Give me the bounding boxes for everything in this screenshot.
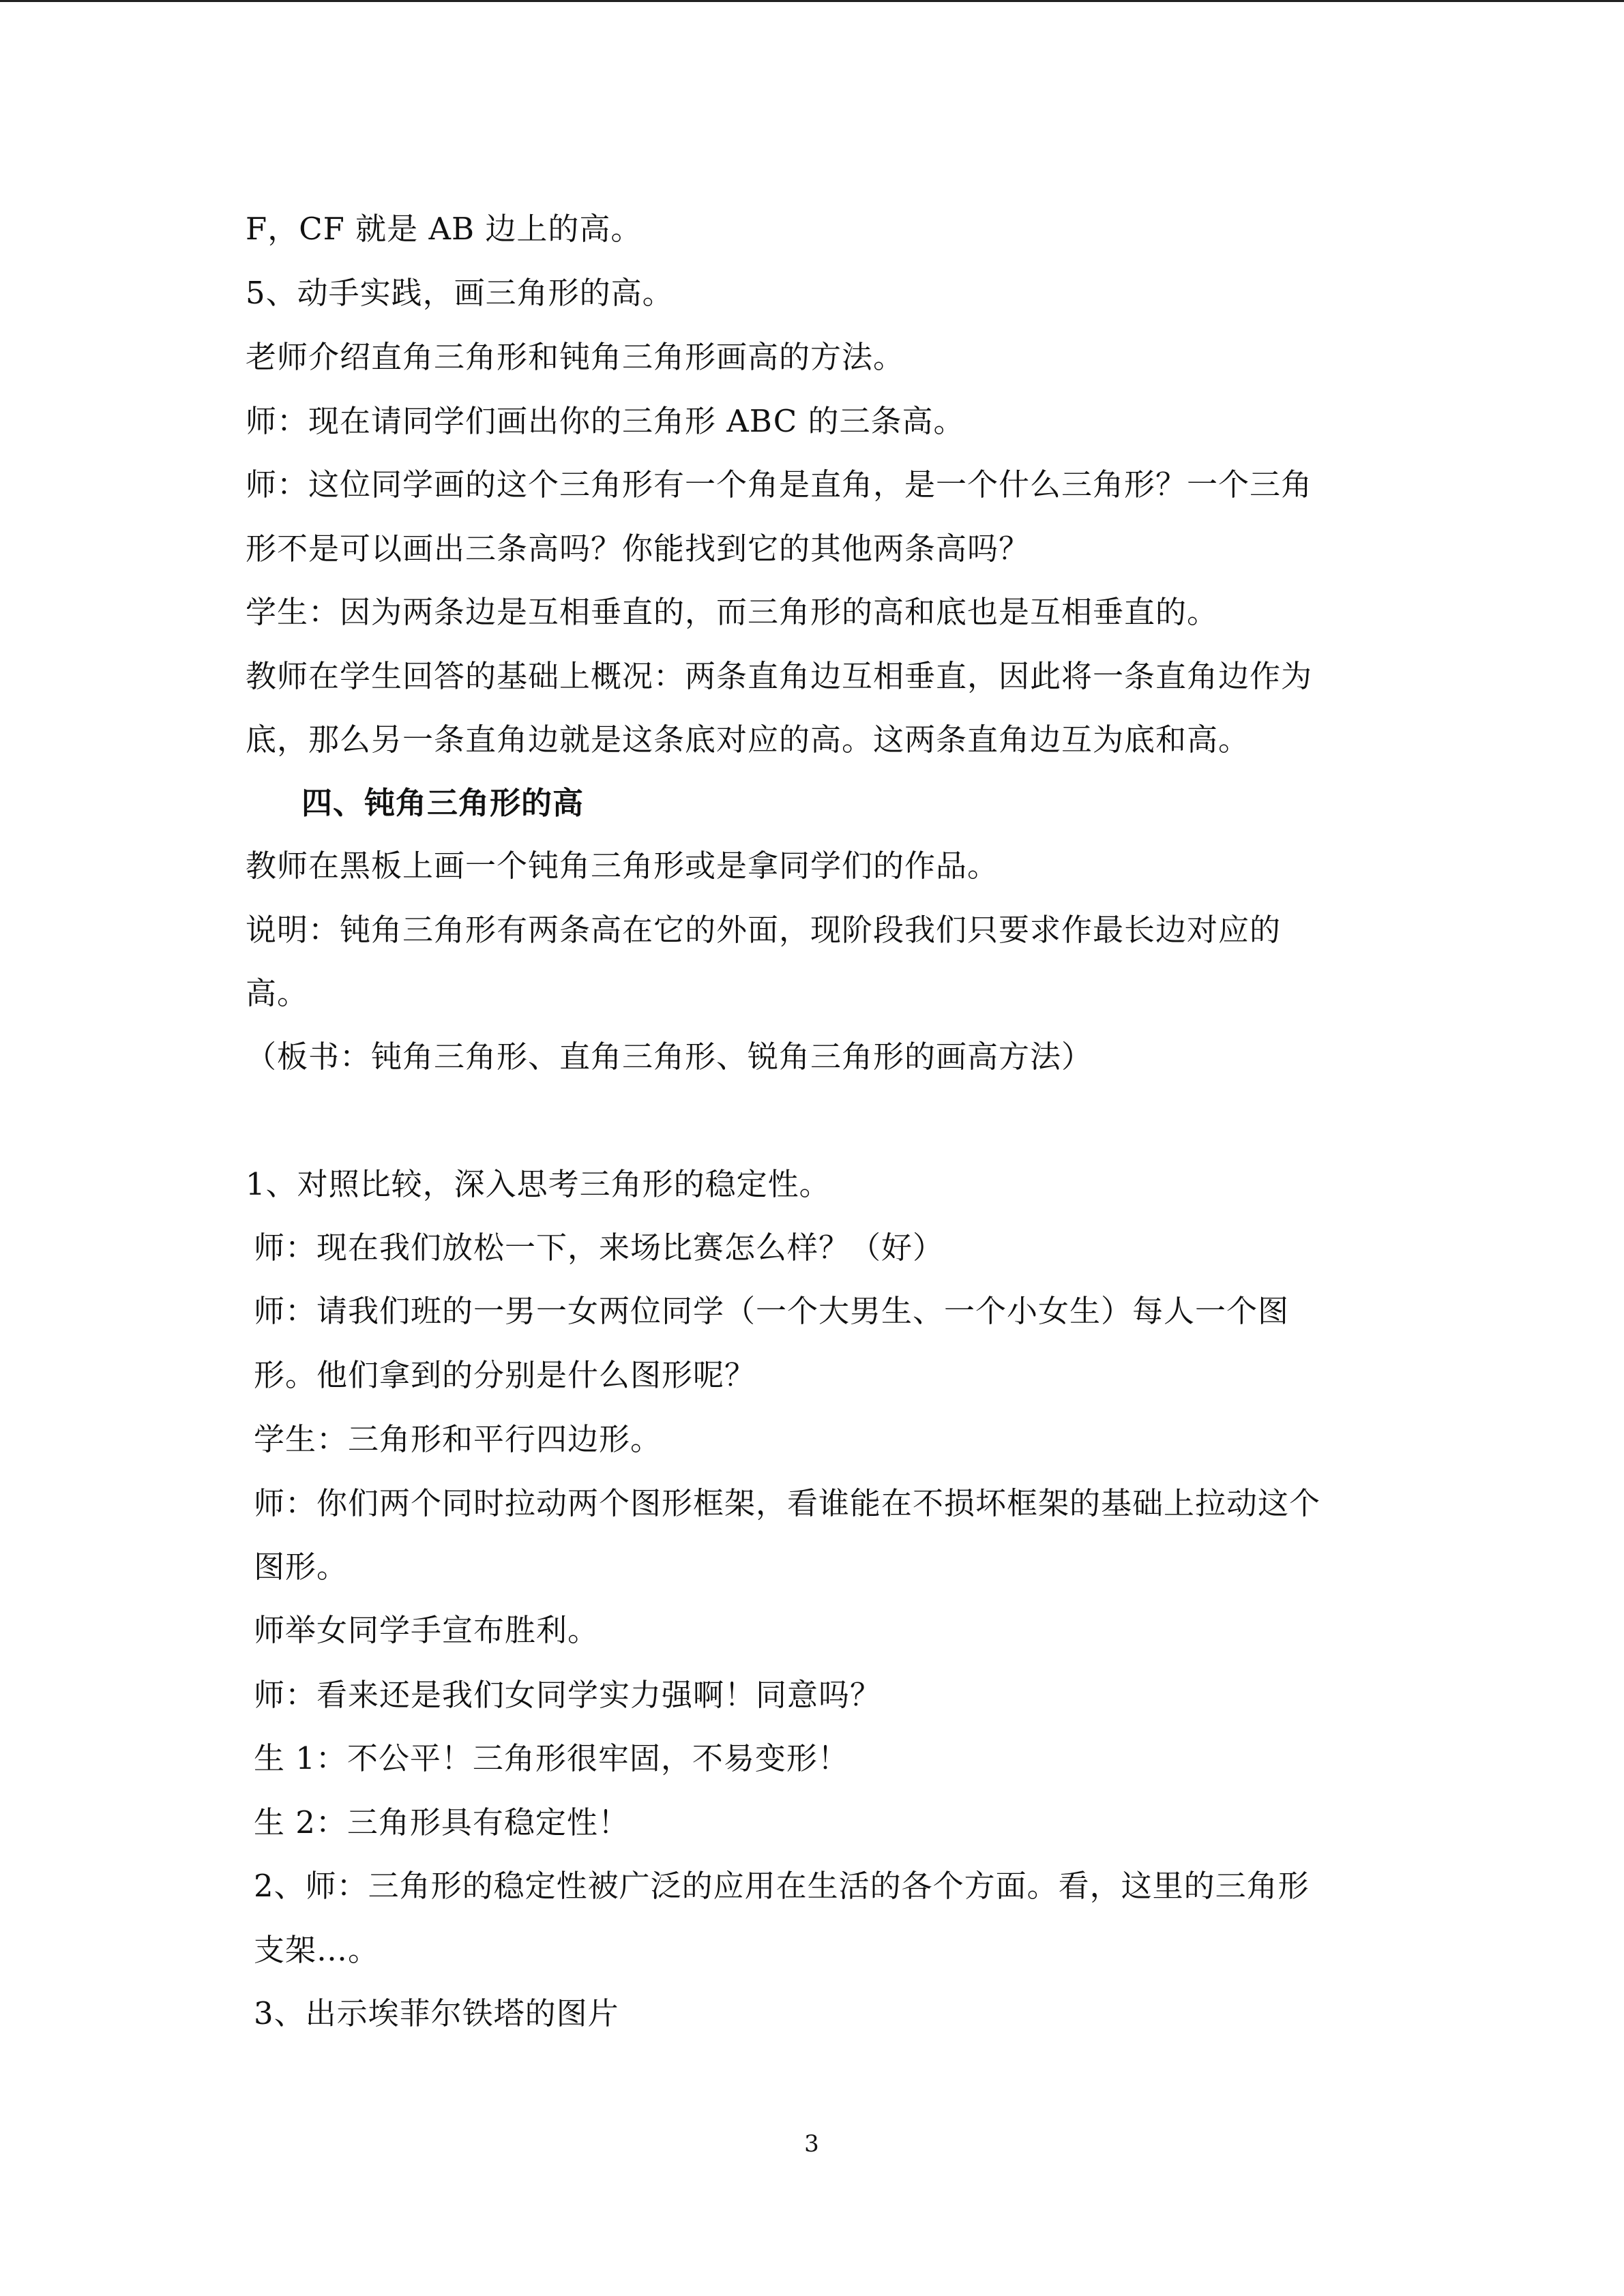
text-line: 2、师：三角形的稳定性被广泛的应用在生活的各个方面。看，这里的三角形 xyxy=(254,1868,1310,1904)
text-line: 师：你们两个同时拉动两个图形框架，看谁能在不损坏框架的基础上拉动这个 xyxy=(254,1485,1321,1521)
text-line: 图形。 xyxy=(254,1549,349,1585)
text-line: 教师在学生回答的基础上概况：两条直角边互相垂直，因此将一条直角边作为 xyxy=(246,658,1313,694)
text-line: 生 1：不公平！三角形很牢固，不易变形！ xyxy=(254,1740,849,1776)
text-line: 老师介绍直角三角形和钝角三角形画高的方法。 xyxy=(246,339,905,375)
text-line: 1、对照比较，深入思考三角形的稳定性。 xyxy=(246,1166,831,1202)
text-line: 教师在黑板上画一个钝角三角形或是拿同学们的作品。 xyxy=(246,848,999,884)
text-line: 师：请我们班的一男一女两位同学（一个大男生、一个小女生）每人一个图 xyxy=(254,1293,1290,1329)
section-heading: 四、钝角三角形的高 xyxy=(301,785,585,821)
text-line: 师：现在我们放松一下，来场比赛怎么样？（好） xyxy=(254,1229,945,1266)
text-line: 学生：因为两条边是互相垂直的，而三角形的高和底也是互相垂直的。 xyxy=(246,594,1219,630)
text-line: 师：这位同学画的这个三角形有一个角是直角，是一个什么三角形？一个三角 xyxy=(246,466,1313,503)
text-line: 形。他们拿到的分别是什么图形呢？ xyxy=(254,1357,756,1393)
page-top-border xyxy=(0,0,1624,2)
text-line: 师举女同学手宣布胜利。 xyxy=(254,1612,600,1648)
text-line: 3、出示埃菲尔铁塔的图片 xyxy=(254,1995,619,2031)
text-line: 学生：三角形和平行四边形。 xyxy=(254,1421,662,1457)
text-line: F，CF 就是 AB 边上的高。 xyxy=(246,211,643,247)
text-line: 5、动手实践，画三角形的高。 xyxy=(246,275,674,311)
page-number: 3 xyxy=(804,2130,819,2158)
text-line: 高。 xyxy=(246,975,309,1011)
text-line: 生 2：三角形具有稳定性！ xyxy=(254,1804,630,1840)
text-line: 底，那么另一条直角边就是这条底对应的高。这两条直角边互为底和高。 xyxy=(246,721,1250,758)
text-line: 师：现在请同学们画出你的三角形 ABC 的三条高。 xyxy=(246,403,965,439)
text-line: （板书：钝角三角形、直角三角形、锐角三角形的画高方法） xyxy=(246,1039,1093,1075)
text-line: 说明：钝角三角形有两条高在它的外面，现阶段我们只要求作最长边对应的 xyxy=(246,912,1282,948)
text-line: 师：看来还是我们女同学实力强啊！同意吗？ xyxy=(254,1677,882,1713)
text-line: 形不是可以画出三条高吗？你能找到它的其他两条高吗？ xyxy=(246,531,1031,567)
text-line: 支架…。 xyxy=(254,1932,380,1968)
